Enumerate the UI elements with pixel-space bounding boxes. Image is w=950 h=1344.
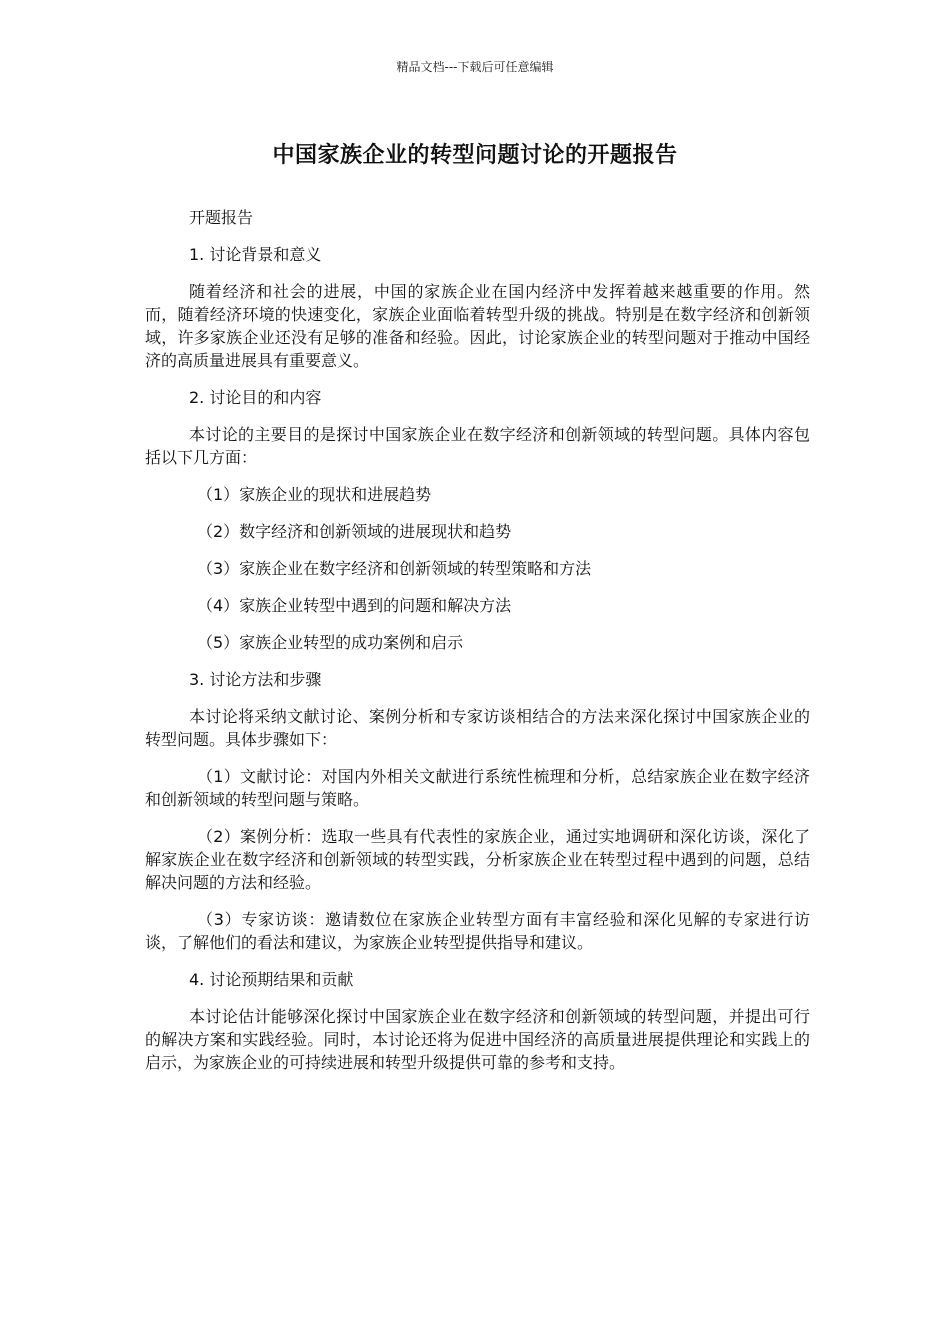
section-2-heading: 2. 讨论目的和内容 — [189, 388, 322, 407]
intro-label: 开题报告 — [189, 208, 254, 227]
section-3-heading: 3. 讨论方法和步骤 — [189, 670, 322, 689]
section-4-paragraph: 本讨论估计能够深化探讨中国家族企业在数字经济和创新领域的转型问题，并提出可行的解决方案和实践经验。同时，本讨论还将为促进中国经济的高质量进展提供理论和实践上的启示，为家族企业的可持续进展和转型升级提供可靠的参考和支持。 — [145, 1007, 810, 1072]
document-title: 中国家族企业的转型问题讨论的开题报告 — [272, 143, 678, 168]
page-header: 精品文档---下载后可任意编辑 — [396, 60, 554, 74]
section-4-heading: 4. 讨论预期结果和贡献 — [189, 970, 354, 989]
section-2-item: （5）家族企业转型的成功案例和启示 — [197, 633, 464, 652]
section-2-item: （4）家族企业转型中遇到的问题和解决方法 — [197, 596, 512, 615]
section-1-paragraph: 随着经济和社会的进展，中国的家族企业在国内经济中发挥着越来越重要的作用。然而，随着经济环境的快速变化，家族企业面临着转型升级的挑战。特别是在数字经济和创新领域，许多家族企业还没有足够的准备和经验。因此，讨论家族企业的转型问题对于推动中国经济的高质量进展具有重要意义。 — [145, 282, 810, 370]
document-body — [145, 206, 810, 1088]
section-1-heading: 1. 讨论背景和意义 — [189, 245, 322, 264]
section-2-paragraph: 本讨论的主要目的是探讨中国家族企业在数字经济和创新领域的转型问题。具体内容包括以下几方面： — [145, 425, 810, 467]
section-2-item: （3）家族企业在数字经济和创新领域的转型策略和方法 — [197, 559, 592, 578]
section-2-item: （2）数字经济和创新领域的进展现状和趋势 — [197, 522, 512, 541]
section-3-step: （2）案例分析：选取一些具有代表性的家族企业，通过实地调研和深化访谈，深化了解家族企业在数字经济和创新领域的转型实践，分析家族企业在转型过程中遇到的问题，总结解决问题的方法和经验。 — [145, 827, 810, 892]
section-2-item: （1）家族企业的现状和进展趋势 — [197, 485, 432, 504]
section-3-paragraph: 本讨论将采纳文献讨论、案例分析和专家访谈相结合的方法来深化探讨中国家族企业的转型问题。具体步骤如下： — [145, 707, 810, 749]
section-3-step: （1）文献讨论：对国内外相关文献进行系统性梳理和分析，总结家族企业在数字经济和创新领域的转型问题与策略。 — [145, 767, 810, 809]
section-3-step: （3）专家访谈：邀请数位在家族企业转型方面有丰富经验和深化见解的专家进行访谈，了解他们的看法和建议，为家族企业转型提供指导和建议。 — [145, 910, 810, 952]
